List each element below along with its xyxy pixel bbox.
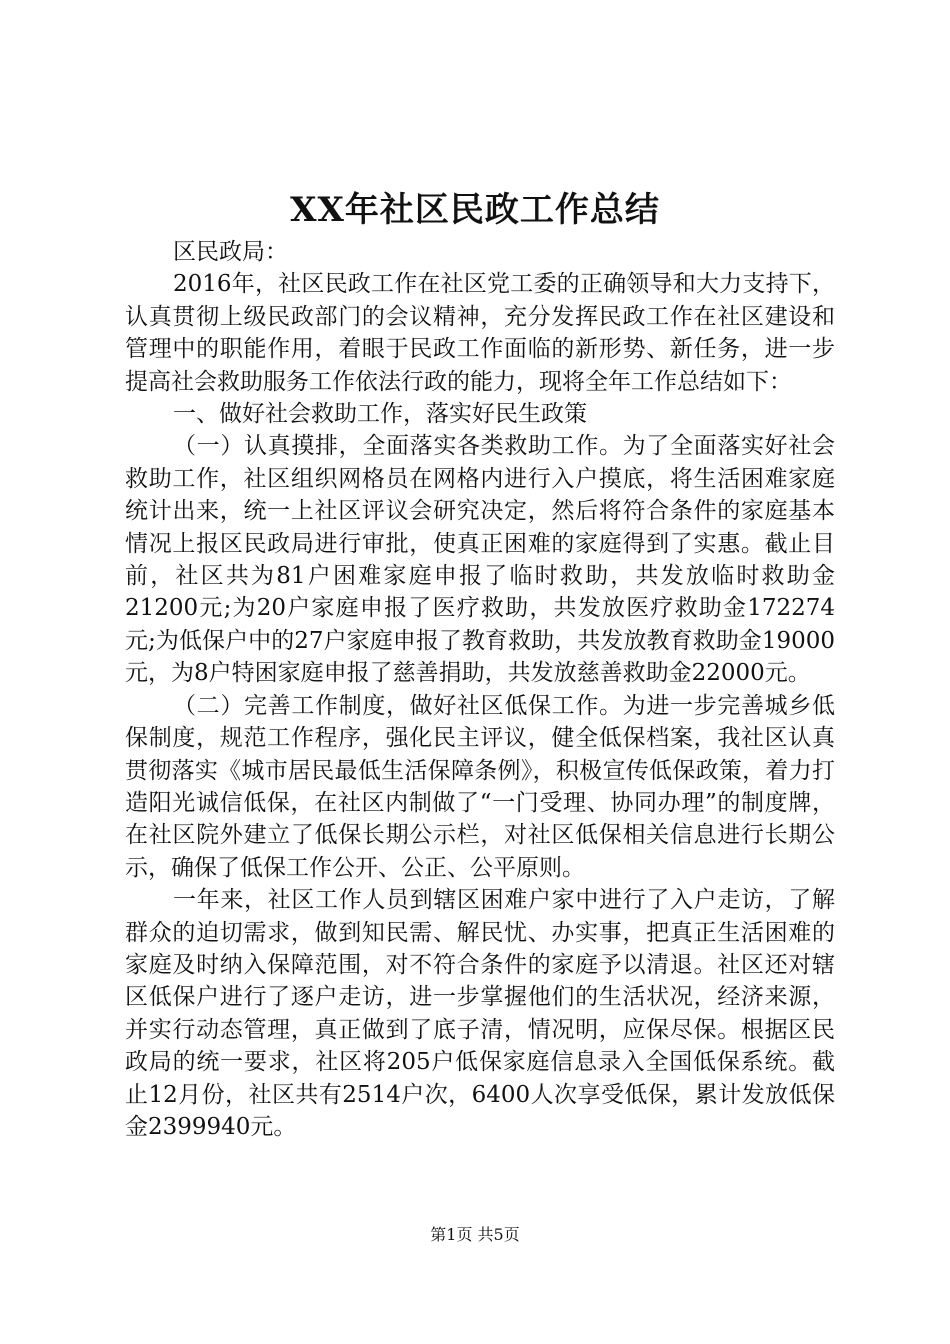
paragraph-intro: 2016年，社区民政工作在社区党工委的正确领导和大力支持下，认真贯彻上级民政部门的会议精神，充分发挥民政工作在社区建设和管理中的职能作用，着眼于民政工作面临的新形势、新任务，进一步提高社会救助服务工作依法行政的能力，现将全年工作总结如下： (125, 271, 835, 395)
document-title: XX年社区民政工作总结 (290, 190, 660, 230)
paragraph-subsection-1: （一）认真摸排，全面落实各类救助工作。为了全面落实好社会救助工作，社区组织网格员在网格内进行入户摸底，将生活困难家庭统计出来，统一上社区评议会研究决定，然后将符合条件的家庭基本情况上报区民政局进行审批，使真正困难的家庭得到了实惠。截止目前，社区共为81户困难家庭申报了临时救助，共发放临时救助金21200元;为20户家庭申报了医疗救助，共发放医疗救助金172274元;为低保户中的27户家庭申报了教育救助，共发放教育救助金19000元，为8户特困家庭申报了慈善捐助，共发放慈善救助金22000元。 (125, 433, 835, 687)
salutation: 区民政局： (173, 239, 288, 265)
paragraph-subsection-2: （二）完善工作制度，做好社区低保工作。为进一步完善城乡低保制度，规范工作程序，强化民主评议，健全低保档案，我社区认真贯彻落实《城市居民最低生活保障条例》，积极宣传低保政策，着力打造阳光诚信低保，在社区内制做了“一门受理、协同办理”的制度牌，在社区院外建立了低保长期公示栏，对社区低保相关信息进行长期公示，确保了低保工作公开、公正、公平原则。 (125, 692, 835, 881)
document-body (125, 236, 835, 1143)
paragraph-year-review: 一年来，社区工作人员到辖区困难户家中进行了入户走访，了解群众的迫切需求，做到知民需、解民忧、办实事，把真正生活困难的家庭及时纳入保障范围，对不符合条件的家庭予以清退。社区还对辖区低保户进行了逐户走访，进一步掌握他们的生活状况，经济来源，并实行动态管理，真正做到了底子清，情况明，应保尽保。根据区民政局的统一要求，社区将205户低保家庭信息录入全国低保系统。截止12月份，社区共有2514户次，6400人次享受低保，累计发放低保金2399940元。 (125, 887, 835, 1140)
page-indicator: 第1页 共5页 (430, 1225, 520, 1244)
section-heading-1: 一、做好社会救助工作，落实好民生政策 (173, 401, 587, 428)
